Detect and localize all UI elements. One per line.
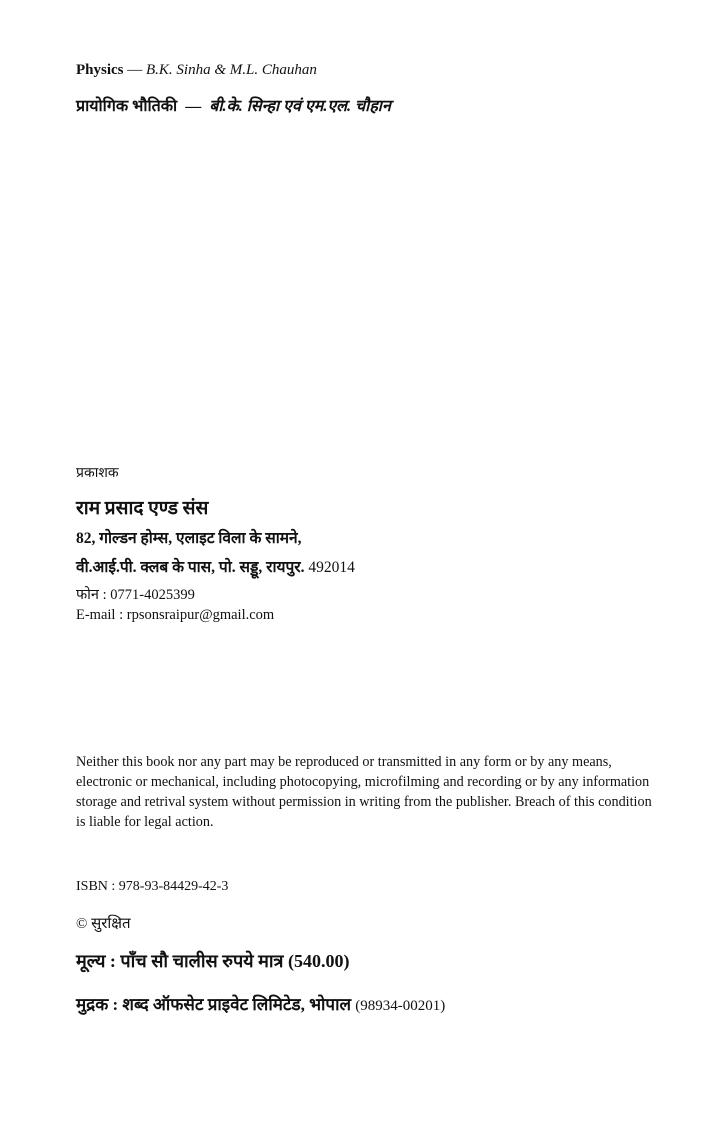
title-dash: — — [127, 62, 143, 78]
authors-hindi: बी.के. सिन्हा एवं एम.एल. चौहान — [209, 98, 391, 115]
title-dash-hindi: — — [185, 98, 202, 115]
publisher-label: प्रकाशक — [76, 466, 119, 481]
title-english — [76, 62, 317, 79]
authors-english: B.K. Sinha & M.L. Chauhan — [146, 62, 317, 78]
printer-phone: (98934-00201) — [355, 998, 446, 1014]
price-text: मूल्य : पाँच सौ चालीस रुपये मात्र — [76, 951, 284, 971]
copyright-notice: Neither this book nor any part may be reproduced or transmitted in any form or by any means, electronic or mechanical, including photocopying, microfilming and recording or by any information storage and retrival system without permission in writing from the publisher. Breach of this condition is liable for legal action. — [76, 754, 652, 830]
address-line2-text: वी.आई.पी. क्लब के पास, पो. सड्डू, रायपुर. — [76, 559, 305, 576]
title-hindi — [76, 94, 391, 116]
isbn: ISBN : 978-93-84429-42-3 — [76, 879, 229, 894]
publisher-phone: फोन : 0771-4025399 — [76, 587, 195, 603]
printer-text: मुद्रक : शब्द ऑफसेट प्राइवेट लिमिटेड, भोपाल — [76, 995, 352, 1014]
copyright-reserved: © सुरक्षित — [76, 916, 131, 932]
price — [76, 949, 350, 973]
printer — [76, 992, 445, 1015]
subject-hindi: प्रायोगिक भौतिकी — [76, 98, 178, 115]
publisher-name: राम प्रसाद एण्ड संस — [76, 498, 209, 519]
subject-english: Physics — [76, 62, 124, 78]
pincode: 492014 — [308, 559, 355, 576]
price-amount: (540.00) — [288, 951, 350, 971]
publisher-email: E-mail : rpsonsraipur@gmail.com — [76, 607, 275, 623]
publisher-address-line2 — [76, 555, 355, 577]
publisher-address-line1: 82, गोल्डन होम्स, एलाइट विला के सामने, — [76, 530, 302, 547]
